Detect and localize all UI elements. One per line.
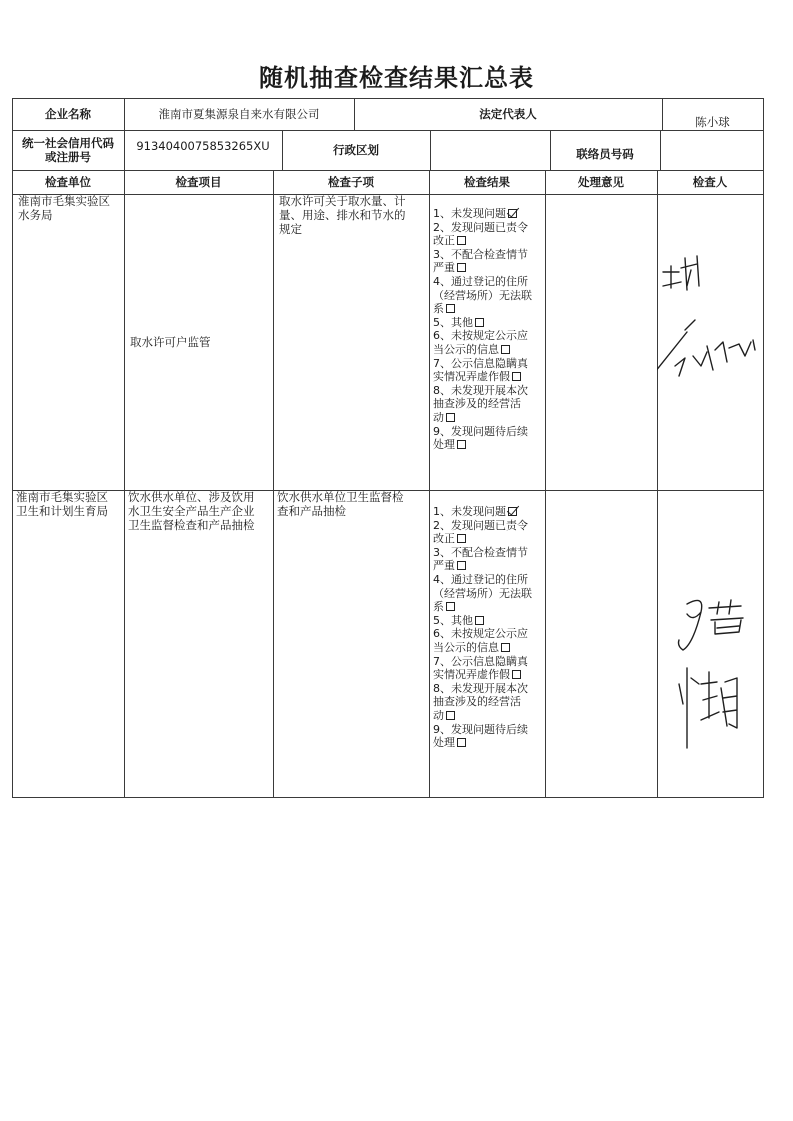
column-header-unit: 检查单位 bbox=[45, 175, 91, 189]
record-1-item-line1: 取水许可户监管 bbox=[130, 335, 211, 349]
result-option-line bbox=[433, 384, 545, 398]
column-header-item: 检查项目 bbox=[175, 175, 222, 189]
result-option-line bbox=[433, 329, 545, 343]
checkbox[interactable] bbox=[475, 318, 484, 327]
liaison-label: 联络员号码 bbox=[576, 147, 634, 161]
record-2-subitem-line2: 查和产品抽检 bbox=[277, 504, 346, 518]
result-option-line bbox=[433, 248, 545, 262]
region-label: 行政区划 bbox=[333, 143, 379, 157]
result-option-line bbox=[433, 519, 545, 533]
result-option-line bbox=[433, 600, 545, 614]
result-table bbox=[12, 98, 764, 798]
result-option bbox=[433, 384, 545, 425]
result-option-line bbox=[433, 234, 545, 248]
result-option-text: 3、不配合检查情节 bbox=[433, 545, 528, 559]
result-option-line bbox=[433, 370, 545, 384]
result-option-line bbox=[433, 411, 545, 425]
record-1-subitem-line3: 规定 bbox=[279, 222, 302, 236]
result-option-line bbox=[433, 357, 545, 371]
result-option-line bbox=[433, 261, 545, 275]
result-option-line bbox=[433, 655, 545, 669]
result-option-text: 系 bbox=[433, 302, 444, 316]
result-option-line bbox=[433, 438, 545, 452]
result-option-line bbox=[433, 275, 545, 289]
result-option bbox=[433, 329, 545, 356]
result-option bbox=[433, 425, 545, 452]
record-1-item bbox=[124, 194, 273, 490]
checkbox[interactable] bbox=[512, 372, 521, 381]
result-option-line bbox=[433, 505, 545, 519]
checkbox[interactable] bbox=[446, 413, 455, 422]
checkbox[interactable] bbox=[475, 616, 484, 625]
result-option bbox=[433, 655, 545, 682]
result-option-text: 3、不配合检查情节 bbox=[433, 247, 528, 261]
checkbox[interactable] bbox=[446, 304, 455, 313]
record-2-item-line3: 卫生监督检查和产品抽检 bbox=[128, 518, 255, 532]
liaison-value bbox=[660, 130, 763, 170]
record-2-unit-line2: 卫生和计划生育局 bbox=[16, 504, 108, 518]
record-2-item-line1: 饮水供水单位、涉及饮用 bbox=[128, 490, 255, 504]
checkbox[interactable] bbox=[457, 534, 466, 543]
result-option-text: 动 bbox=[433, 410, 444, 424]
result-option-text: 2、发现问题已责令 bbox=[433, 518, 528, 532]
result-option-text: 抽查涉及的经营活 bbox=[433, 695, 521, 709]
record-1-results bbox=[433, 207, 545, 452]
result-option-line bbox=[433, 316, 545, 330]
result-option-text: 6、未按规定公示应 bbox=[433, 627, 528, 641]
result-option-text: 7、公示信息隐瞒真 bbox=[433, 654, 528, 668]
record-2-subitem-line1: 饮水供水单位卫生监督检 bbox=[277, 490, 404, 504]
result-option-line bbox=[433, 709, 545, 723]
result-option bbox=[433, 519, 545, 546]
checkbox[interactable] bbox=[446, 711, 455, 720]
result-option bbox=[433, 505, 545, 519]
result-option-line bbox=[433, 682, 545, 696]
legal-rep-label: 法定代表人 bbox=[479, 107, 537, 121]
result-option bbox=[433, 573, 545, 614]
result-option-text: 系 bbox=[433, 600, 444, 614]
credit-code-label-line1: 统一社会信用代码 bbox=[22, 136, 114, 150]
checkbox[interactable] bbox=[457, 738, 466, 747]
record-1-unit-line2: 水务局 bbox=[18, 208, 53, 222]
credit-code-label-line2: 或注册号 bbox=[45, 150, 91, 164]
result-option-text: 处理 bbox=[433, 438, 455, 452]
result-option-line bbox=[433, 289, 545, 303]
result-option-line bbox=[433, 695, 545, 709]
record-1-unit bbox=[12, 194, 124, 490]
result-option-text: 改正 bbox=[433, 532, 455, 546]
record-2-results bbox=[433, 505, 545, 750]
record-2-unit-line1: 淮南市毛集实验区 bbox=[16, 490, 108, 504]
result-option-text: 8、未发现开展本次 bbox=[433, 681, 528, 695]
result-option-text: 处理 bbox=[433, 736, 455, 750]
result-option bbox=[433, 316, 545, 330]
result-option-line bbox=[433, 723, 545, 737]
result-option-text: 动 bbox=[433, 708, 444, 722]
result-option-line bbox=[433, 668, 545, 682]
record-1-opinion bbox=[545, 194, 657, 490]
result-option-text: 当公示的信息 bbox=[433, 342, 499, 356]
credit-code-value: 9134040075853265XU bbox=[136, 139, 270, 153]
record-2-subitem bbox=[273, 490, 429, 797]
company-name-label: 企业名称 bbox=[45, 107, 91, 121]
result-option bbox=[433, 357, 545, 384]
checkbox[interactable] bbox=[457, 561, 466, 570]
result-option-text: 1、未发现问题 bbox=[433, 505, 506, 518]
column-header-opinion: 处理意见 bbox=[578, 175, 624, 189]
result-option-line bbox=[433, 587, 545, 601]
checkbox[interactable] bbox=[457, 263, 466, 272]
result-option-text: 6、未按规定公示应 bbox=[433, 329, 528, 343]
result-option-text: 当公示的信息 bbox=[433, 640, 499, 654]
result-option-line bbox=[433, 221, 545, 235]
record-2-inspector-signature bbox=[657, 588, 763, 758]
page-title: 随机抽查检查结果汇总表 bbox=[259, 64, 534, 92]
credit-code-label bbox=[12, 130, 124, 170]
result-option-text: （经营场所）无法联 bbox=[433, 288, 532, 302]
result-option-line bbox=[433, 397, 545, 411]
legal-rep-value: 陈小球 bbox=[695, 115, 730, 129]
record-1-inspector-signature bbox=[657, 246, 763, 406]
result-option bbox=[433, 221, 545, 248]
checkbox[interactable] bbox=[457, 236, 466, 245]
record-1-subitem bbox=[273, 194, 429, 490]
result-option-text: 实情况弄虚作假 bbox=[433, 370, 510, 384]
result-option bbox=[433, 248, 545, 275]
result-option-line bbox=[433, 641, 545, 655]
checked-checkbox[interactable] bbox=[508, 209, 517, 218]
result-option-text: 1、未发现问题 bbox=[433, 207, 506, 220]
result-option-line bbox=[433, 207, 545, 221]
result-option-text: 抽查涉及的经营活 bbox=[433, 397, 521, 411]
column-header-subitem: 检查子项 bbox=[328, 175, 374, 189]
result-option bbox=[433, 207, 545, 221]
result-option bbox=[433, 627, 545, 654]
checked-checkbox[interactable] bbox=[508, 507, 517, 516]
result-option-text: 9、发现问题待后续 bbox=[433, 722, 528, 736]
result-option-line bbox=[433, 546, 545, 560]
result-option-line bbox=[433, 573, 545, 587]
record-2-item bbox=[124, 490, 273, 797]
result-option-line bbox=[433, 614, 545, 628]
record-2-unit bbox=[12, 490, 124, 797]
column-header-inspector: 检查人 bbox=[692, 175, 728, 189]
result-option-text: 9、发现问题待后续 bbox=[433, 424, 528, 438]
record-2-item-line2: 水卫生安全产品生产企业 bbox=[128, 504, 255, 518]
result-option bbox=[433, 723, 545, 750]
result-option bbox=[433, 614, 545, 628]
record-1-subitem-line2: 量、用途、排水和节水的 bbox=[279, 208, 406, 222]
checkbox[interactable] bbox=[446, 602, 455, 611]
result-option-text: 改正 bbox=[433, 234, 455, 248]
column-header-result: 检查结果 bbox=[464, 175, 510, 189]
region-value bbox=[430, 130, 550, 170]
result-option bbox=[433, 682, 545, 723]
result-option-line bbox=[433, 532, 545, 546]
result-option-text: （经营场所）无法联 bbox=[433, 586, 532, 600]
result-option-text: 严重 bbox=[433, 261, 455, 275]
result-option-text: 严重 bbox=[433, 559, 455, 573]
result-option bbox=[433, 546, 545, 573]
record-1-unit-line1: 淮南市毛集实验区 bbox=[18, 194, 110, 208]
result-option-line bbox=[433, 627, 545, 641]
result-option-line bbox=[433, 425, 545, 439]
result-option-line bbox=[433, 302, 545, 316]
checkbox[interactable] bbox=[501, 643, 510, 652]
result-option-text: 5、其他 bbox=[433, 315, 473, 329]
result-option-text: 8、未发现开展本次 bbox=[433, 383, 528, 397]
company-name-value: 淮南市夏集源泉自来水有限公司 bbox=[158, 107, 320, 121]
result-option-text: 4、通过登记的住所 bbox=[433, 274, 528, 288]
result-option-line bbox=[433, 559, 545, 573]
checkbox[interactable] bbox=[512, 670, 521, 679]
result-option-text: 2、发现问题已责令 bbox=[433, 220, 528, 234]
result-option-line bbox=[433, 736, 545, 750]
record-1-subitem-line1: 取水许可关于取水量、计 bbox=[279, 194, 406, 208]
record-2-opinion bbox=[545, 490, 657, 797]
checkbox[interactable] bbox=[457, 440, 466, 449]
result-option-text: 4、通过登记的住所 bbox=[433, 572, 528, 586]
result-option-text: 5、其他 bbox=[433, 613, 473, 627]
result-option bbox=[433, 275, 545, 316]
result-option-text: 7、公示信息隐瞒真 bbox=[433, 356, 528, 370]
result-option-line bbox=[433, 343, 545, 357]
result-option-text: 实情况弄虚作假 bbox=[433, 668, 510, 682]
checkbox[interactable] bbox=[501, 345, 510, 354]
